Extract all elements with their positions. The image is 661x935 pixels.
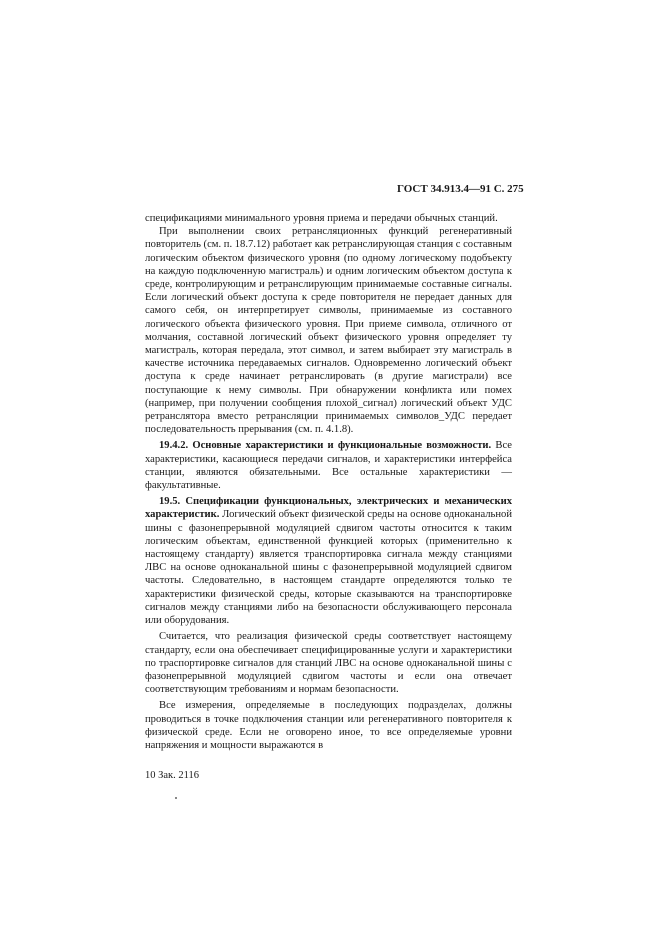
section-19-4-2-heading: 19.4.2. Основные характеристики и функциональные возможности. [159, 440, 492, 452]
page-header: ГОСТ 34.913.4—91 С. 275 [397, 183, 524, 195]
paragraph-5: Считается, что реализация физической среды соответствует настоящему стандарту, если она обеспечивает специфицированные услуги и характеристики по траспортировке сигналов для станций ЛВС на основе одноканальной шины с фазонепрерывной модуляцией сдвигом частоты и если она отвечает соответствующим требованиям и нормам безопасности. [145, 631, 512, 696]
paragraph-6: Все измерения, определяемые в последующих подразделах, должны проводиться в точке подключения станции или регенеративного повторителя к физической среде. Если не оговорено иное, то все определяемые уровни напряжения и мощности выражаются в [145, 700, 512, 751]
section-19-5-heading: 19.5. Спецификации функциональных, электрических и механических характеристик. [145, 496, 512, 521]
print-order-note: 10 Зак. 2116 [145, 770, 200, 781]
section-19-4-2-body: Все характеристики, касающиеся передачи сигналов, и характеристики интерфейса станции, являются обязательными. Все остальные характеристики — факультативные. [145, 440, 512, 492]
section-19-5-body: Логический объект физической среды на основе одноканальной шины с фазонепрерывной модуляцией сдвигом частоты относится к таким логическим объектам, единственной функцией которых (применительно к настоящему стандарту) является транспортировка сигнала между станциями ЛВС на основе одноканальной шины с фазонепрерывной модуляцией сдвигом частоты. Следовательно, в настоящем стандарте определяются только те характеристики физической среды, которые сказываются на транспортировке сигналов между станциями либо на безопасности обслуживающего персонала или оборудования. [145, 509, 512, 627]
paragraph-4 [145, 495, 512, 627]
paragraph-3 [145, 439, 512, 492]
paragraph-2: При выполнении своих ретрансляционных функций регенеративный повторитель (см. п. 18.7.12) работает как ретранслирующая станция с составным логическим объектом физического уровня (по одному логическому подобъекту на каждую подключенную магистраль) и одним логическим объектом доступа к среде, контролирующим и ретранслирующим принимаемые составные сигналы. Если логический объект доступа к среде повторителя не передает данных для самого себя, он интерпретирует символы, принимаемые из составного логического объекта физического уровня. При приеме символа, отличного от молчания, составной логический объект физического уровня определяет ту магистраль, которая передала, этот символ, и затем выбирает эту магистраль в качестве источника передаваемых сигналов. Одновременно логический объект доступа к среде начинает ретранслировать (в другие магистрали) все поступающие к нему символы. При обнаружении конфликта или помех (например, при получении сообщения плохой_сигнал) логический объект УДС ретранслятора вместо ретрансляции принимаемых символов_УДС передает последовательность прерывания (см. п. 4.1.8). [145, 226, 512, 436]
paragraph-1: спецификациями минимального уровня приема и передачи обычных станций. [145, 213, 498, 224]
body-text [145, 212, 512, 752]
page-speck [175, 797, 177, 799]
